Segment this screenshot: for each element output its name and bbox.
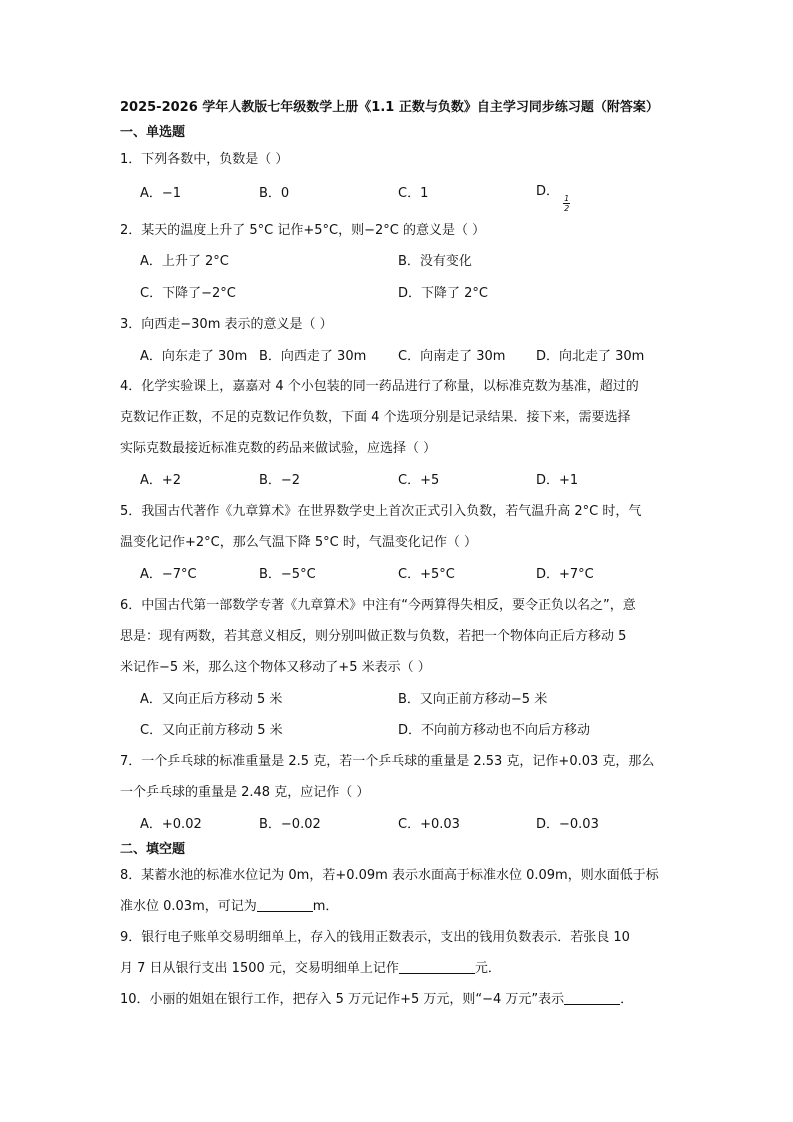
q2-option-d: D．下降了 2°C — [398, 286, 488, 301]
question-4-line-1: 4．化学实验课上，嘉嘉对 4 个小包装的同一药品进行了称量，以标准克数为基准，超过的 — [120, 379, 639, 394]
q4-option-d: D．+1 — [536, 473, 579, 488]
fraction-denominator: 2 — [564, 204, 570, 213]
q2-option-a: A．上升了 2°C — [140, 254, 229, 269]
question-9-unit: 元． — [474, 961, 501, 976]
question-5-line-1: 5．我国古代著作《九章算术》在世界数学史上首次正式引入负数，若气温升高 2°C 时，气 — [120, 504, 642, 519]
q1-option-a: A．−1 — [140, 186, 182, 201]
question-6-line-1: 6．中国古代第一部数学专著《九章算术》中注有“今两算得失相反，要令正负以名之”，意 — [120, 598, 636, 613]
q1-option-b: B．0 — [259, 186, 290, 201]
q5-option-d: D．+7°C — [536, 567, 594, 582]
question-10-text: 10．小丽的姐姐在银行工作，把存入 5 万元记作+5 万元，则“−4 万元”表示 — [120, 992, 565, 1007]
q3-option-d: D．向北走了 30m — [536, 349, 645, 364]
question-9-text: 月 7 日从银行支出 1500 元，交易明细单上记作 — [120, 961, 399, 976]
question-8-text: 准水位 0.03m，可记为 — [120, 899, 257, 914]
question-9-line-1: 9．银行电子账单交易明细单上，存入的钱用正数表示，支出的钱用负数表示．若张良 10 — [120, 930, 630, 945]
question-2: 2．某天的温度上升了 5°C 记作+5°C，则−2°C 的意义是（ ） — [120, 223, 486, 238]
question-4-line-3: 实际克数最接近标准克数的药品来做试验，应选择（ ） — [120, 441, 437, 456]
q7-option-d: D．−0.03 — [536, 817, 599, 832]
question-7-line-2: 一个乒乓球的重量是 2.48 克，应记作（ ） — [120, 785, 370, 800]
answer-blank[interactable] — [257, 897, 313, 912]
q7-option-a: A．+0.02 — [140, 817, 202, 832]
q1-option-c: C．1 — [398, 186, 429, 201]
document-title: 2025-2026 学年人教版七年级数学上册《1.1 正数与负数》自主学习同步练习题（附答案） — [120, 100, 659, 115]
question-10-end: ． — [620, 992, 634, 1007]
q1-option-d-label: D． — [536, 184, 560, 199]
q4-option-b: B．−2 — [259, 473, 301, 488]
q6-option-a: A．又向正后方移动 5 米 — [140, 692, 283, 707]
q7-option-b: B．−0.02 — [259, 817, 321, 832]
question-8-unit: m． — [312, 899, 339, 914]
q2-option-c: C．下降了−2°C — [140, 286, 236, 301]
question-6-line-3: 米记作−5 米，那么这个物体又移动了+5 米表示（ ） — [120, 660, 431, 675]
q6-option-c: C．又向正前方移动 5 米 — [140, 723, 283, 738]
q3-option-c: C．向南走了 30m — [398, 349, 506, 364]
question-6-line-2: 思是：现有两数，若其意义相反，则分别叫做正数与负数，若把一个物体向正后方移动 5 — [120, 629, 627, 644]
q4-option-c: C．+5 — [398, 473, 440, 488]
question-10 — [120, 988, 633, 1007]
question-8-line-2 — [120, 895, 338, 914]
q3-option-a: A．向东走了 30m — [140, 349, 248, 364]
question-8-line-1: 8．某蓄水池的标准水位记为 0m，若+0.09m 表示水面高于标准水位 0.09m，则水面低于标 — [120, 868, 659, 883]
question-1: 1．下列各数中，负数是（ ） — [120, 152, 289, 167]
question-7-line-1: 7．一个乒乓球的标准重量是 2.5 克，若一个乒乓球的重量是 2.53 克，记作+0.03 克，那么 — [120, 754, 655, 769]
answer-blank[interactable] — [564, 990, 620, 1005]
q6-option-b: B．又向正前方移动−5 米 — [398, 692, 548, 707]
q6-option-d: D．不向前方移动也不向后方移动 — [398, 723, 591, 738]
fraction — [563, 194, 570, 213]
q1-option-d — [536, 180, 570, 213]
section-heading-fill-in: 二、填空题 — [120, 842, 186, 857]
q3-option-b: B．向西走了 30m — [259, 349, 367, 364]
q5-option-c: C．+5°C — [398, 567, 455, 582]
question-3: 3．向西走−30m 表示的意义是（ ） — [120, 317, 333, 332]
q2-option-b: B．没有变化 — [398, 254, 472, 269]
question-5-line-2: 温变化记作+2°C，那么气温下降 5°C 时，气温变化记作（ ） — [120, 535, 477, 550]
q5-option-b: B．−5°C — [259, 567, 316, 582]
answer-blank[interactable] — [399, 959, 475, 974]
question-4-line-2: 克数记作正数，不足的克数记作负数，下面 4 个选项分别是记录结果．接下来，需要选择 — [120, 410, 631, 425]
section-heading-single-choice: 一、单选题 — [120, 125, 186, 140]
fraction-numerator: 1 — [564, 194, 570, 203]
q7-option-c: C．+0.03 — [398, 817, 460, 832]
q5-option-a: A．−7°C — [140, 567, 197, 582]
q4-option-a: A．+2 — [140, 473, 182, 488]
question-9-line-2 — [120, 957, 501, 976]
